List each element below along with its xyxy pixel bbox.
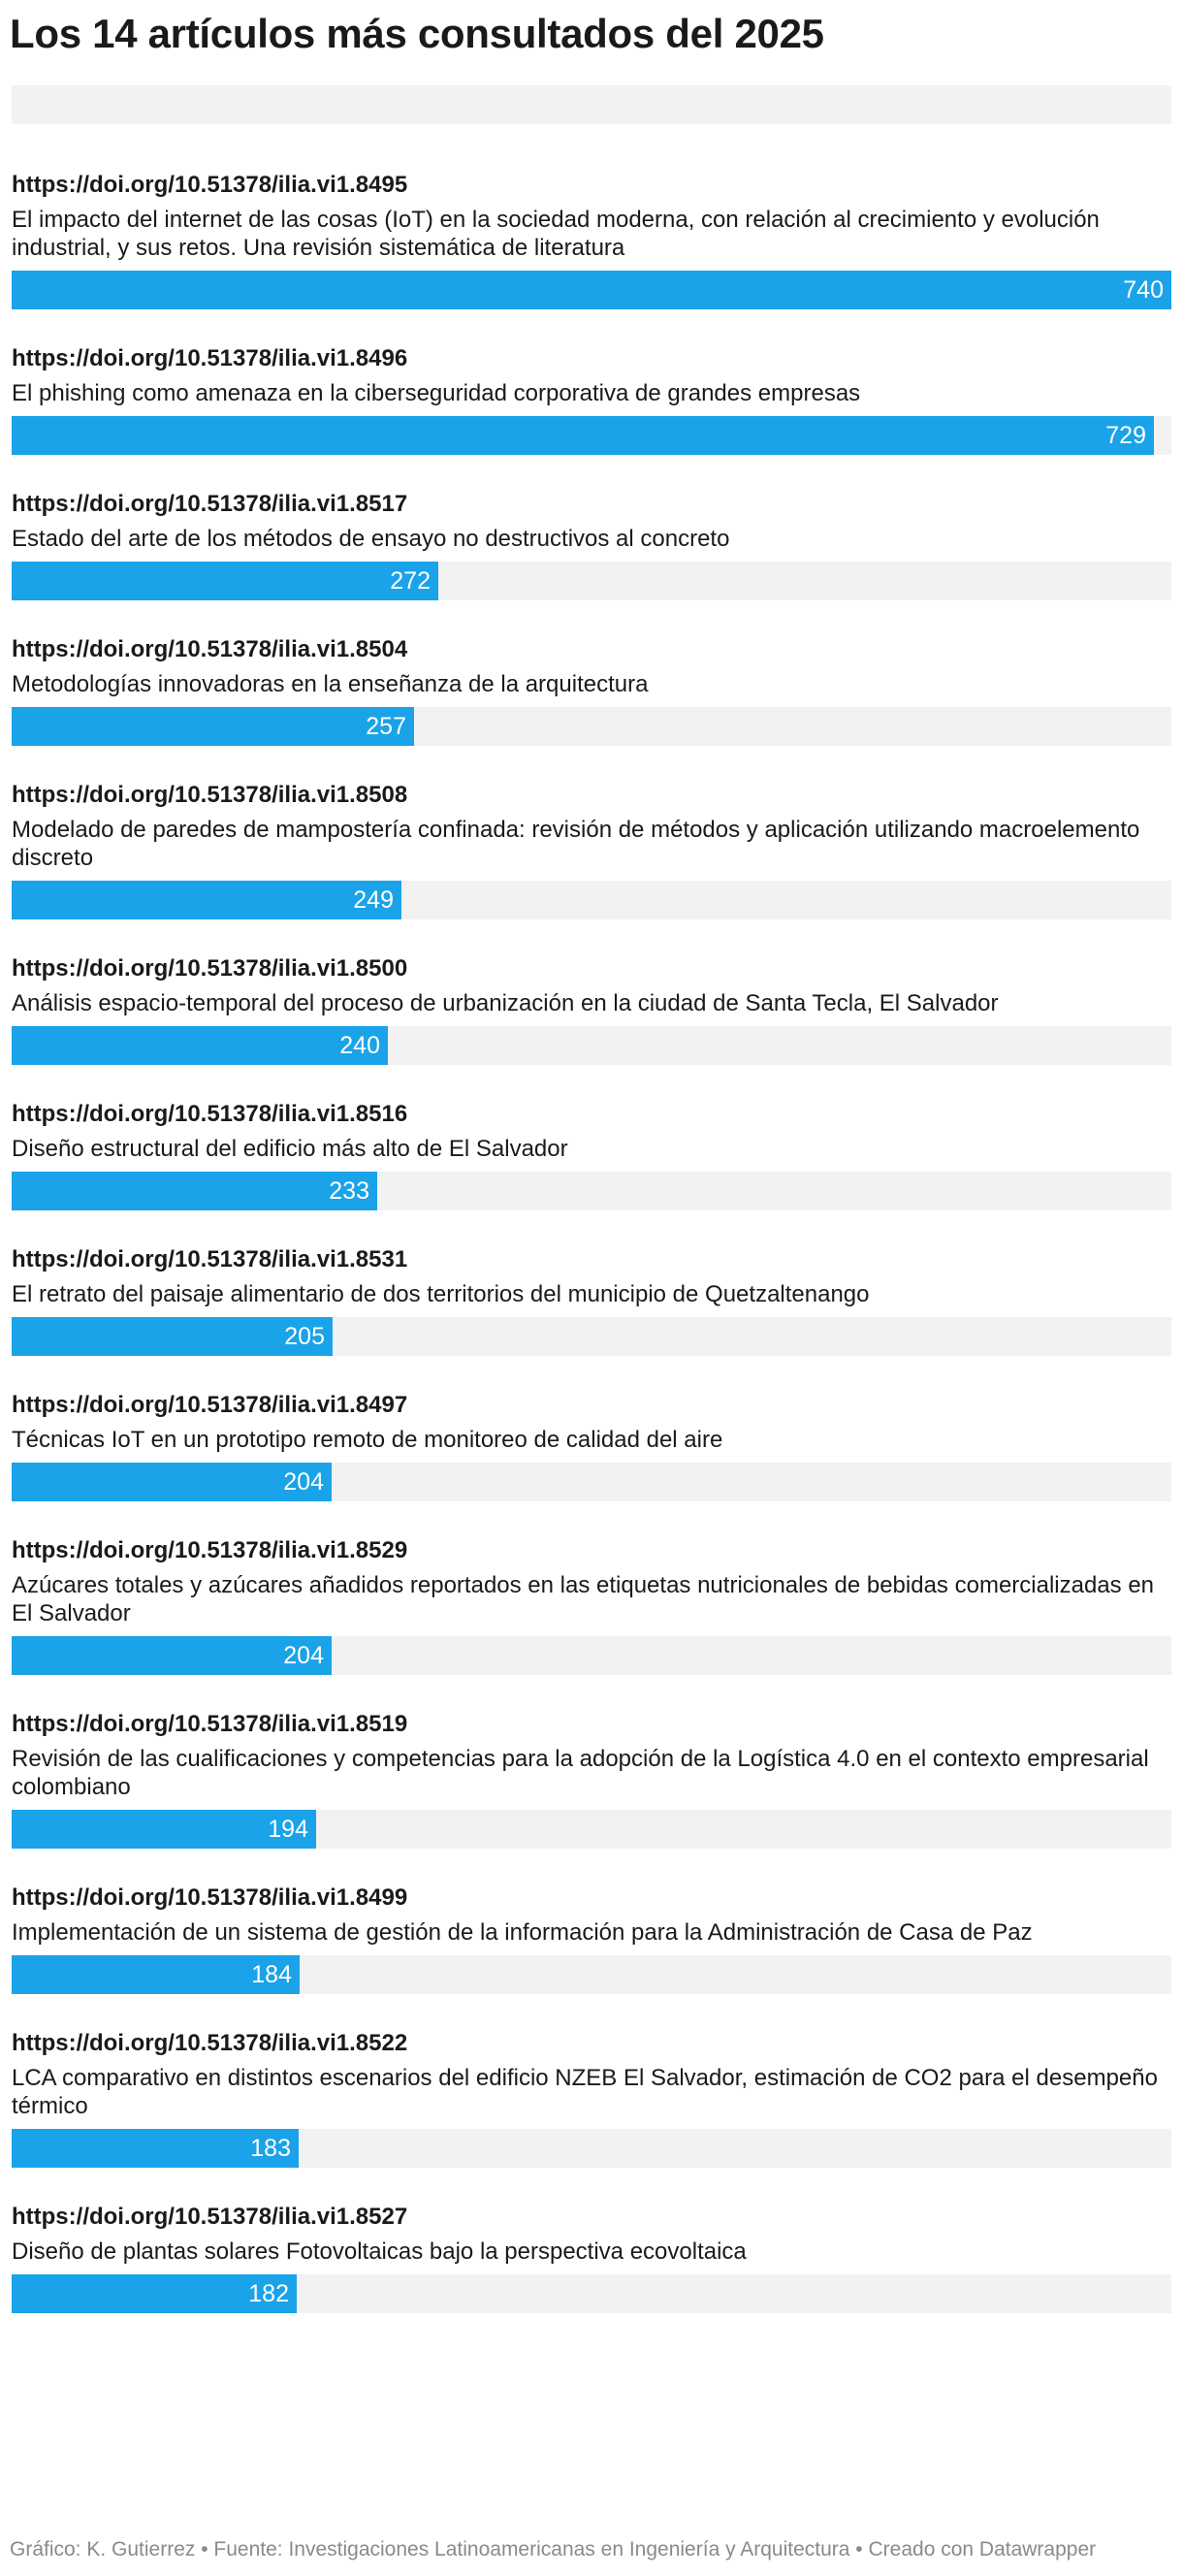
article-title: Metodologías innovadoras en la enseñanza de la arquitectura — [12, 671, 649, 697]
bar-row — [12, 1536, 1171, 1675]
bar-value-label: 204 — [283, 1642, 324, 1669]
bar-value-label: 233 — [329, 1177, 369, 1205]
bar-row — [12, 1100, 1171, 1210]
bar-track — [12, 1955, 1171, 1994]
bar — [12, 2274, 297, 2313]
article-doi: https://doi.org/10.51378/ilia.vi1.8529 — [12, 1537, 408, 1563]
bar-value-label: 257 — [366, 713, 406, 740]
bar-value-label: 194 — [268, 1816, 308, 1843]
article-doi: https://doi.org/10.51378/ilia.vi1.8517 — [12, 491, 408, 517]
bar-value-label: 204 — [283, 1468, 324, 1496]
bar-track — [12, 1810, 1171, 1849]
bar-row — [12, 2029, 1171, 2168]
bar-row — [12, 1710, 1171, 1849]
bar-value-label: 205 — [284, 1323, 325, 1350]
article-title: Análisis espacio-temporal del proceso de urbanización en la ciudad de Santa Tecla, El Salvador — [12, 990, 999, 1016]
article-title: Diseño estructural del edificio más alto de El Salvador — [12, 1136, 568, 1162]
bar-value-label: 240 — [339, 1032, 380, 1059]
bar-track — [12, 881, 1171, 919]
article-doi: https://doi.org/10.51378/ilia.vi1.8495 — [12, 172, 408, 198]
bar-row — [12, 1884, 1171, 1994]
article-doi: https://doi.org/10.51378/ilia.vi1.8504 — [12, 636, 408, 662]
bar-value-label: 272 — [390, 567, 431, 595]
bar-row — [12, 171, 1171, 309]
bar-chart — [12, 171, 1171, 2348]
bar-value-label: 740 — [1123, 276, 1164, 304]
bar — [12, 1810, 316, 1849]
article-title: Revisión de las cualificaciones y competencias para la adopción de la Logística 4.0 en el contexto empresarial colombiano — [12, 1746, 1149, 1800]
bar-row — [12, 1245, 1171, 1356]
bar-row — [12, 490, 1171, 600]
bar — [12, 1463, 332, 1501]
article-doi: https://doi.org/10.51378/ilia.vi1.8500 — [12, 955, 408, 982]
bar-value-label: 184 — [251, 1961, 292, 1988]
bar — [12, 271, 1171, 309]
bar-track — [12, 2129, 1171, 2168]
bar — [12, 1026, 388, 1065]
bar-value-label: 182 — [248, 2280, 289, 2307]
bar-value-label: 183 — [250, 2135, 291, 2162]
article-title: Diseño de plantas solares Fotovoltaicas bajo la perspectiva ecovoltaica — [12, 2238, 747, 2265]
bar-track — [12, 416, 1171, 455]
article-doi: https://doi.org/10.51378/ilia.vi1.8527 — [12, 2204, 408, 2230]
bar — [12, 1636, 332, 1675]
bar-row — [12, 2203, 1171, 2313]
bar — [12, 1172, 377, 1210]
bar-track — [12, 1317, 1171, 1356]
bar-row — [12, 781, 1171, 919]
bar-value-label: 729 — [1105, 422, 1146, 449]
search-band — [12, 85, 1171, 124]
article-title: Técnicas IoT en un prototipo remoto de monitoreo de calidad del aire — [12, 1427, 723, 1453]
article-title: LCA comparativo en distintos escenarios del edificio NZEB El Salvador, estimación de CO2 para el desempeño térmico — [12, 2065, 1158, 2119]
bar-row — [12, 1391, 1171, 1501]
article-doi: https://doi.org/10.51378/ilia.vi1.8522 — [12, 2030, 408, 2056]
bar-row — [12, 635, 1171, 746]
bar-track — [12, 1463, 1171, 1501]
chart-footer: Gráfico: K. Gutierrez • Fuente: Investigaciones Latinoamericanas en Ingeniería y Arquitectura • Creado con Datawrapper — [10, 2538, 1097, 2560]
bar-value-label: 249 — [353, 886, 394, 914]
bar — [12, 881, 401, 919]
article-doi: https://doi.org/10.51378/ilia.vi1.8508 — [12, 782, 408, 808]
bar — [12, 2129, 299, 2168]
article-doi: https://doi.org/10.51378/ilia.vi1.8531 — [12, 1246, 408, 1272]
bar-track — [12, 707, 1171, 746]
bar-track — [12, 1026, 1171, 1065]
article-doi: https://doi.org/10.51378/ilia.vi1.8516 — [12, 1101, 408, 1127]
bar — [12, 416, 1154, 455]
bar-row — [12, 954, 1171, 1065]
bar-track — [12, 562, 1171, 600]
bar-track — [12, 271, 1171, 309]
article-title: Modelado de paredes de mampostería confinada: revisión de métodos y aplicación utilizando macroelemento discreto — [12, 817, 1140, 871]
bar-row — [12, 344, 1171, 455]
bar — [12, 707, 414, 746]
chart-title: Los 14 artículos más consultados del 2025 — [10, 11, 824, 56]
article-title: Azúcares totales y azúcares añadidos reportados en las etiquetas nutricionales de bebidas comercializadas en El Salvador — [12, 1572, 1155, 1626]
article-title: El impacto del internet de las cosas (IoT) en la sociedad moderna, con relación al crecimiento y evolución industrial, y sus retos. Una revisión sistemática de literatura — [12, 207, 1100, 261]
bar — [12, 1317, 333, 1356]
bar — [12, 562, 438, 600]
article-title: El phishing como amenaza en la ciberseguridad corporativa de grandes empresas — [12, 380, 861, 406]
article-title: El retrato del paisaje alimentario de dos territorios del municipio de Quetzaltenango — [12, 1281, 870, 1307]
article-doi: https://doi.org/10.51378/ilia.vi1.8497 — [12, 1392, 408, 1418]
article-doi: https://doi.org/10.51378/ilia.vi1.8499 — [12, 1884, 408, 1911]
bar-track — [12, 1172, 1171, 1210]
bar-track — [12, 2274, 1171, 2313]
article-title: Implementación de un sistema de gestión de la información para la Administración de Casa de Paz — [12, 1919, 1033, 1946]
article-title: Estado del arte de los métodos de ensayo no destructivos al concreto — [12, 526, 730, 552]
article-doi: https://doi.org/10.51378/ilia.vi1.8496 — [12, 345, 408, 371]
bar-track — [12, 1636, 1171, 1675]
article-doi: https://doi.org/10.51378/ilia.vi1.8519 — [12, 1711, 408, 1737]
bar — [12, 1955, 300, 1994]
